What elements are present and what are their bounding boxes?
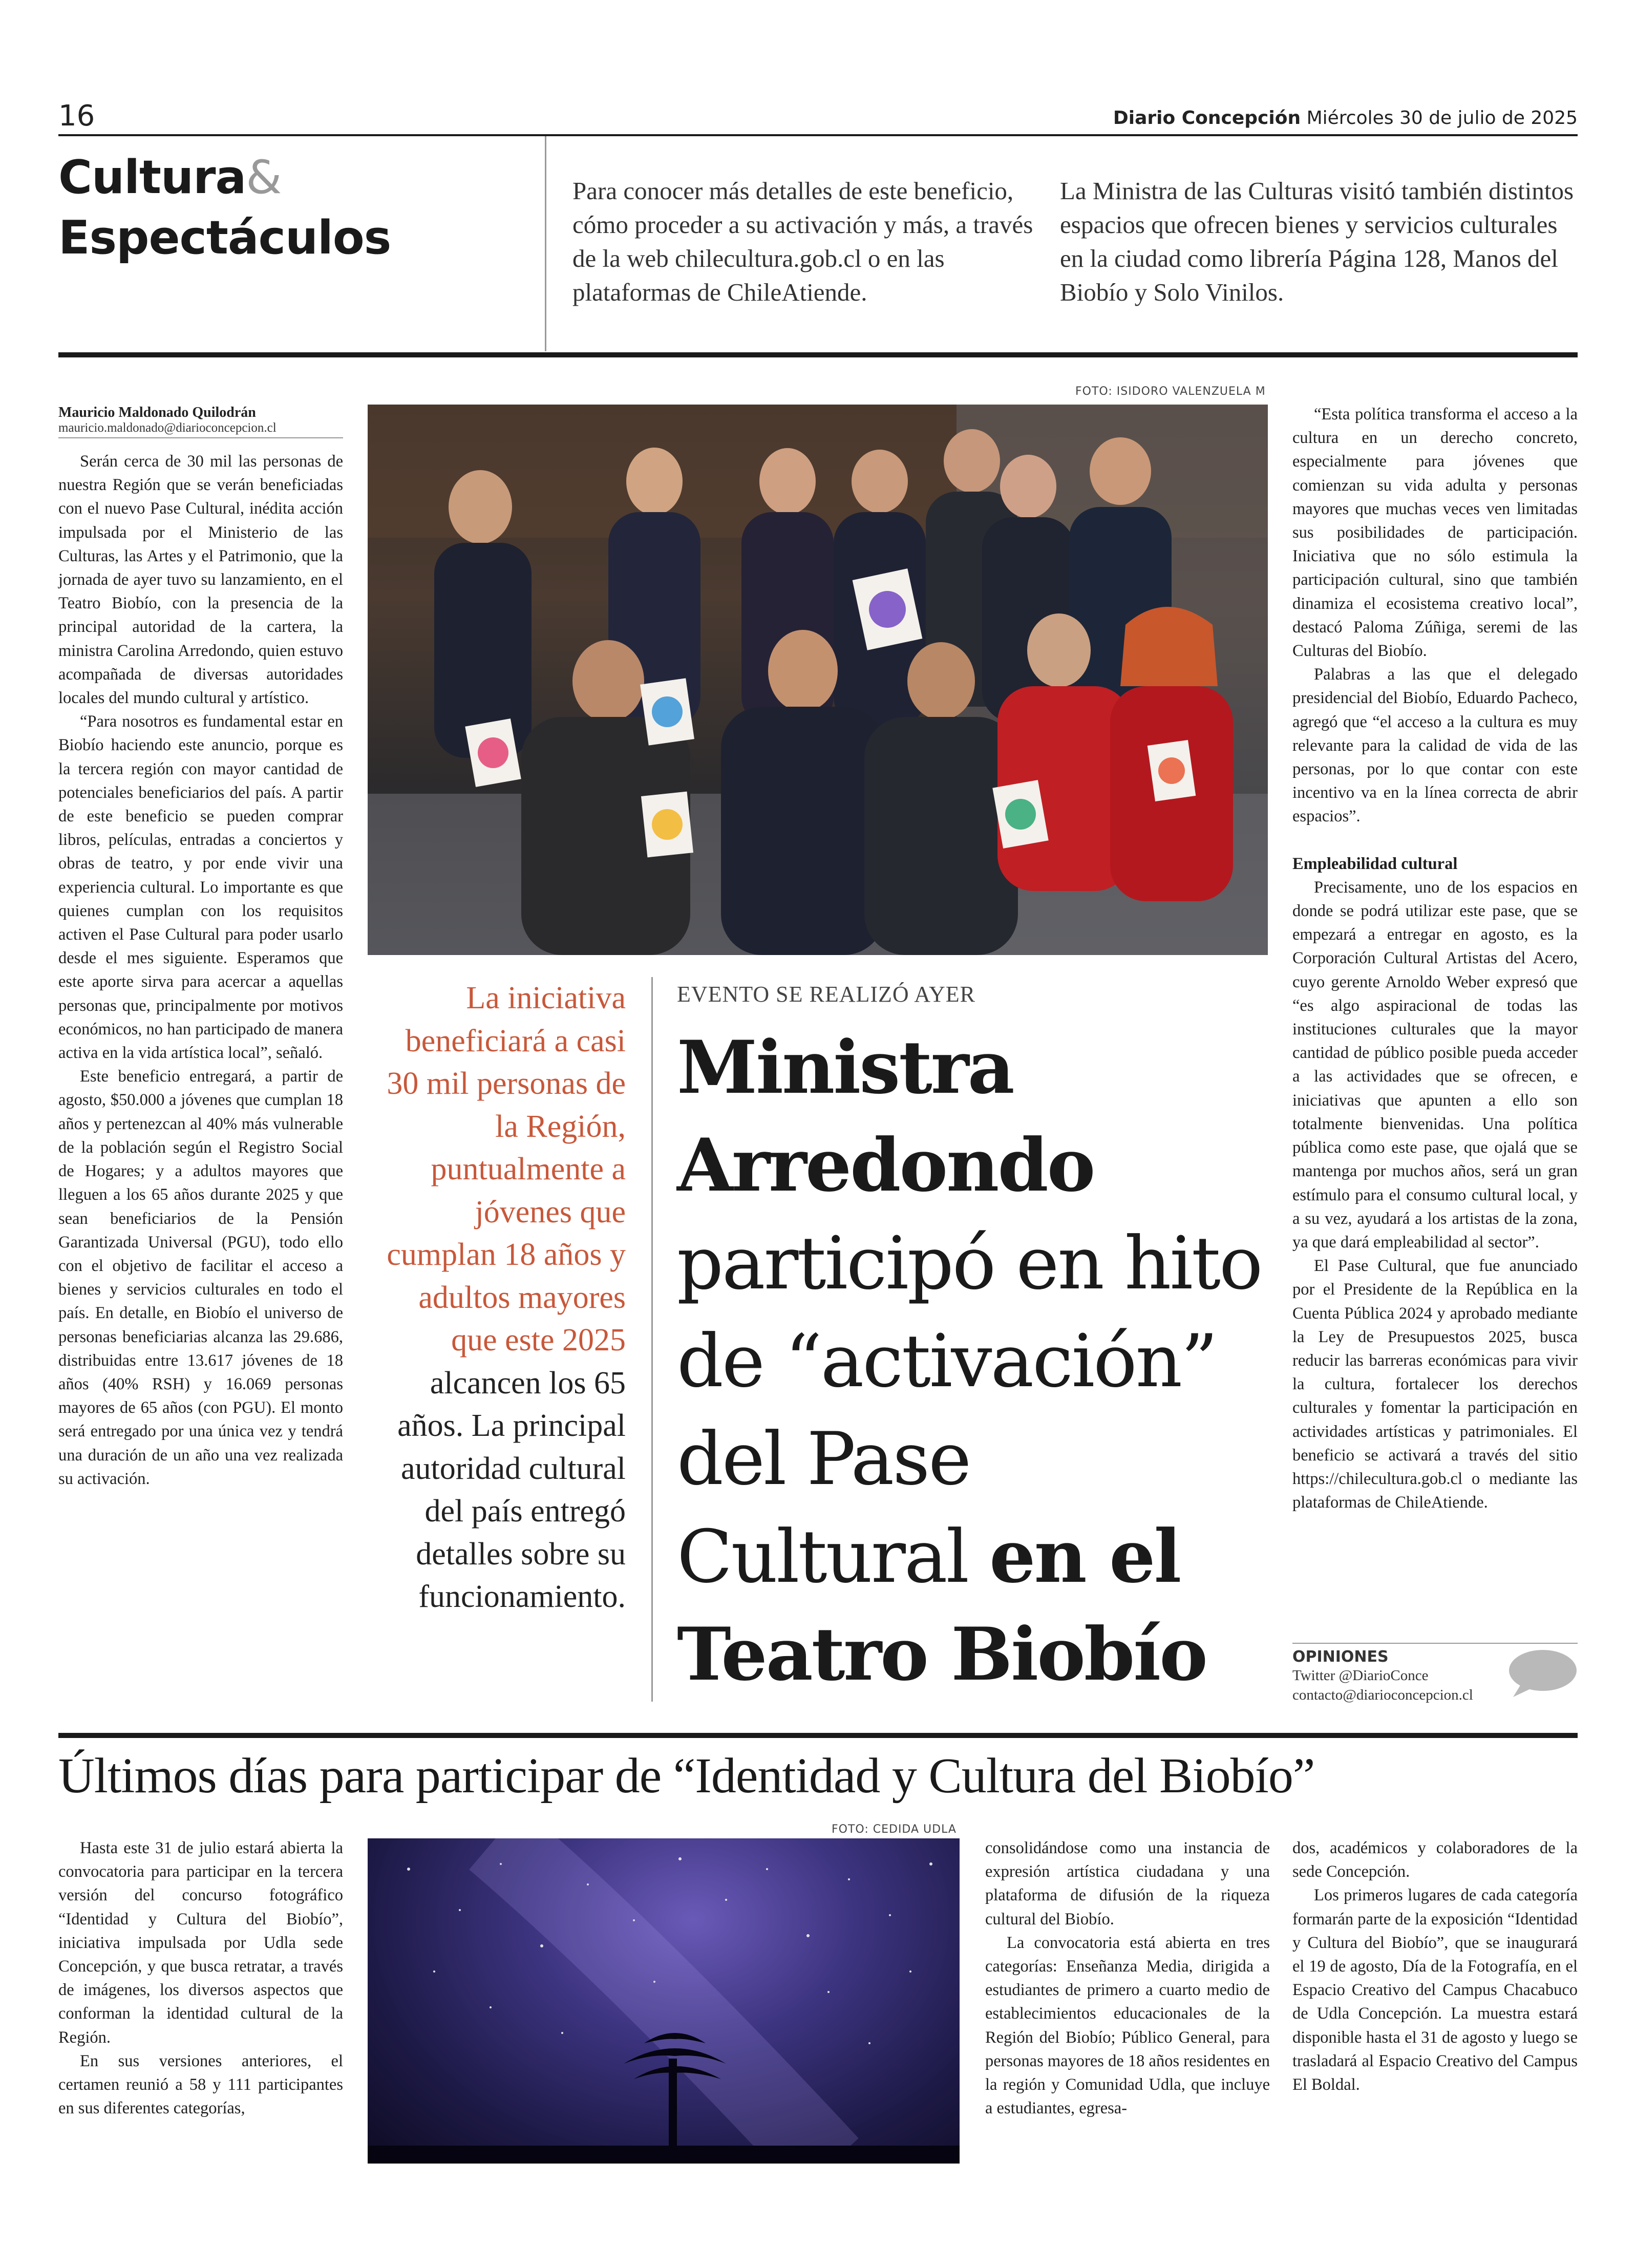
photo-credit-udla: FOTO: CEDIDA UDLA [832,1823,957,1836]
header-bottom-rule [58,352,1578,357]
speech-bubble-icon [1506,1648,1578,1699]
main-story-column-3 [1292,402,1578,1514]
paragraph: Este beneficio entregará, a partir de agosto, $50.000 a jóvenes que cumplan 18 años y pertenezcan al 40% más vulnerable de la población según el Registro Social de Hogares; y a adultos mayores que lleguen a los 65 años durante 2025 y que sean beneficiarios de la Pensión Garantizada Universal (PGU), todo ello con el objetivo de facilitar el acceso a bienes y servicios culturales en todo el país. En detalle, en Biobío el universo de personas beneficiarias alcanza las 29.686, distribuidas entre 13.617 jóvenes de 18 años (40% RSH) y 16.069 personas mayores de 65 años (con PGU). El monto será entregado por una única vez y tendrá una duración de un año una vez realizada su activación. [58,1067,343,1488]
subhead: Empleabilidad cultural [1292,854,1458,873]
opinions-rule [1292,1643,1578,1644]
araucaria-tree-silhouette [368,2033,960,2164]
paragraph: En sus versiones anteriores, el certamen reunió a 58 y 111 participantes en sus diferentes categorías, [58,2051,343,2118]
paragraph: La convocatoria está abierta en tres categorías: Enseñanza Media, dirigida a estudiantes de primero a cuarto medio de establecimientos educacionales de la Región del Biobío; Público General, para personas mayores de 18 años residentes en la región y Comunidad Udla, que incluye a estudiantes, egresa- [985,1933,1270,2118]
paragraph: El Pase Cultural, que fue anunciado por el Presidente de la República en la Cuenta Pública 2024 y aprobado mediante la Ley de Presupuestos 2025, busca reducir las barreras económicas para vivir la cultura, fortalecer los derechos culturales y fomentar la participación en actividades artísticas y patrimoniales. El beneficio se activará a través del sitio https://chilecultura.gob.cl o mediante las plataformas de ChileAtiende. [1292,1257,1578,1512]
header-promo-right: La Ministra de las Culturas visitó también distintos espacios que ofrecen bienes y servicios culturales en la ciudad como librería Página 128, Manos del Biobío y Solo Vinilos. [1060,177,1574,306]
headline-regular: participó en hito de “activación” del Pase Cultural [677,1221,1262,1599]
kicker: EVENTO SE REALIZÓ AYER [677,982,975,1007]
summary-rest: alcancen los 65 años. La principal autoridad cultural del país entregó detalles sobre su funcionamiento. [397,1365,626,1614]
header-divider [545,136,546,351]
paragraph: Precisamente, uno de los espacios en donde se podrá utilizar este pase, que se empezará a entregar en agosto, es la Corporación Cultural Artistas del Acero, cuyo gerente Arnoldo Weber expresó que “es algo aspiracional de todas las instituciones culturales que la mayor cantidad de público posible pueda acceder a las actividades que se ofrecen, e iniciativas que apunten a ello son totalmente bienvenidas. Una política pública como este pase, que ojalá que se mantenga por muchos años, será un gran estímulo para el consumo cultural local, y a su vez, ayudará a los artistas de la zona, ya que dará empleabilidad al sector”. [1292,878,1578,1252]
story-summary [368,977,626,1619]
author-name: Mauricio Maldonado Quilodrán [58,405,256,420]
night-sky-photo [368,1838,960,2164]
header-promo-left: Para conocer más detalles de este beneficio, cómo proceder a su activación y más, a través de la web chilecultura.gob.cl o en las plataformas de ChileAtiende. [572,177,1033,306]
issue-date: Miércoles 30 de julio de 2025 [1306,108,1578,129]
header-top-rule [58,134,1578,136]
second-story-column-1 [58,1836,343,2120]
opinions-label: OPINIONES [1292,1648,1389,1666]
starry-sky-illustration [368,1838,960,2164]
page-number: 16 [58,99,95,133]
section-ampersand: & [246,151,282,204]
paragraph: Hasta este 31 de julio estará abierta la convocatoria para participar en la tercera versión del concurso fotográfico “Identidad y Cultura del Biobío”, iniciativa impulsada por Udla sede Concepción, y que busca retratar, a través de imágenes, los diversos aspectos que conforman la identidad cultural de la Región. [58,1839,343,2047]
section-title [58,147,391,268]
author-email: mauricio.maldonado@diarioconcepcion.cl [58,421,277,435]
summary-accent: La iniciativa beneficiará a casi 30 mil personas de la Región, puntualmente a jóvenes que cumplan 18 años y adultos mayores que este 2025 [387,981,626,1358]
paper-name: Diario Concepción [1113,108,1301,129]
opinions-twitter[interactable]: Twitter @DiarioConce [1292,1667,1429,1684]
paragraph: dos, académicos y colaboradores de la sede Concepción. [1292,1839,1578,1881]
second-story-column-4 [1292,1836,1578,2096]
opinions-email[interactable]: contacto@diarioconcepcion.cl [1292,1687,1473,1703]
opinions-box [1292,1648,1578,1705]
headline-bold-1: Ministra Arredondo [677,1025,1094,1208]
second-headline: Últimos días para participar de “Identidad y Cultura del Biobío” [58,1748,1315,1804]
section-title-espectaculos: Espectáculos [58,211,391,265]
headline-bold-2: en el Teatro Biobío [677,1514,1206,1697]
paragraph: consolidándose como una instancia de expresión artística ciudadana y una plataforma de difusión de la riqueza cultural del Biobío. [985,1839,1270,1928]
main-photo [368,405,1268,955]
second-story-rule [58,1733,1578,1738]
photo-credit: FOTO: ISIDORO VALENZUELA M [1075,385,1266,398]
summary-divider [651,977,653,1702]
byline [58,405,343,438]
second-story-column-3 [985,1836,1270,2120]
group-photo-illustration [368,405,1268,955]
paragraph: “Esta política transforma el acceso a la cultura en un derecho concreto, especialmente para jóvenes que comienzan su vida adulta y personas mayores que muchas veces ven limitadas sus posibilidades de participación. Iniciativa que no sólo estimula la participación cultural, sino que también dinamiza el ecosistema creativo local”, destacó Paloma Zúñiga, seremi de las Culturas del Biobío. [1292,405,1578,661]
paragraph: Serán cerca de 30 mil las personas de nuestra Región que se verán beneficiadas con el nuevo Pase Cultural, inédita acción impulsada por el Ministerio de las Culturas, las Artes y el Patrimonio, que la jornada de ayer tuvo su lanzamiento, en el Teatro Biobío, con la presencia de la principal autoridad de la cartera, la ministra Carolina Arredondo, quien estuvo acompañada de diversas autoridades locales del mundo cultural y artístico. [58,452,343,708]
paragraph: Palabras a las que el delegado presidencial del Biobío, Eduardo Pacheco, agregó que “el acceso a la cultura es muy relevante para la calidad de vida de las personas, por lo que contar con este incentivo va en la línea correcta de abrir espacios”. [1292,665,1578,826]
section-title-cultura: Cultura [58,151,246,204]
paragraph: Los primeros lugares de cada categoría formarán parte de la exposición “Identidad y Cultura del Biobío”, que se inaugurará el 19 de agosto, Día de la Fotografía, en el Espacio Creativo del Campus Chacabuco de Udla Concepción. La muestra estará disponible hasta el 31 de agosto y luego se trasladará al Espacio Creativo del Campus El Boldal. [1292,1886,1578,2094]
main-story-column-1 [58,450,343,1491]
main-headline [677,1019,1271,1704]
masthead-dateline [1113,108,1578,129]
paragraph: “Para nosotros es fundamental estar en Biobío haciendo este anuncio, porque es la tercera región con mayor cantidad de potenciales beneficiarios del país. A partir de este beneficio se pueden comprar libros, películas, entradas a conciertos y obras de teatro, y por ende vivir una experiencia cultural. Lo importante es que quienes cumplan con los requisitos activen el Pase Cultural para poder usarlo desde el mes siguiente. Esperamos que este aporte sirva para acercar a aquellas personas que, principalmente por motivos económicos, no han participado de manera activa en la vida artística local”, señaló. [58,712,343,1063]
